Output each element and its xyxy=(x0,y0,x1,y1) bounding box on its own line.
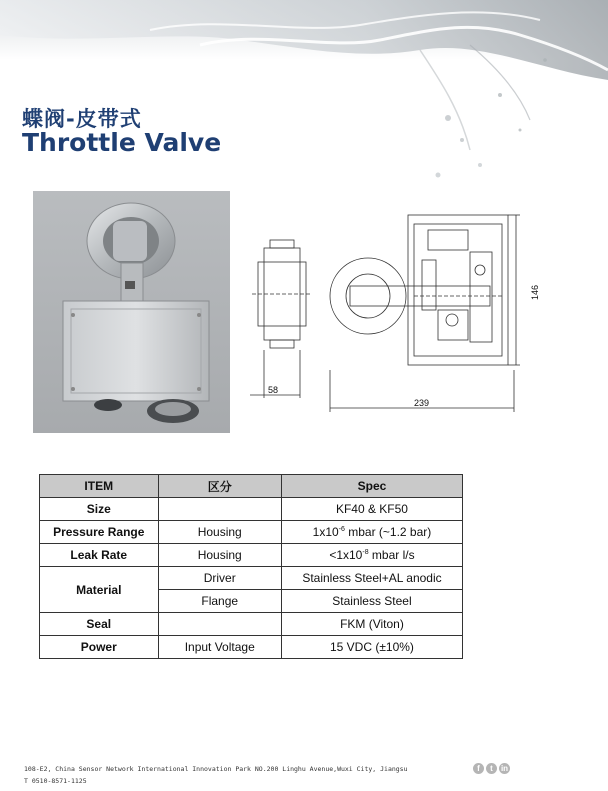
row-label: Leak Rate xyxy=(40,544,159,567)
product-photo xyxy=(33,191,230,433)
header-item: ITEM xyxy=(40,475,159,498)
technical-drawing xyxy=(238,200,540,425)
row-value: Stainless Steel+AL anodic xyxy=(281,567,462,590)
linkedin-icon[interactable]: in xyxy=(500,764,509,773)
value-unit: mbar (~1.2 bar) xyxy=(344,525,432,539)
page-title: Throttle Valve xyxy=(22,128,222,157)
footer-phone: T 0510-8571-1125 xyxy=(24,777,87,785)
value-exponent: -8 xyxy=(362,549,369,556)
table-row xyxy=(40,636,463,659)
row-value: FKM (Viton) xyxy=(281,613,462,636)
twitter-icon[interactable]: t xyxy=(486,763,497,774)
dimension-side: 58 xyxy=(268,385,279,395)
value-base: 1x10 xyxy=(312,525,339,539)
row-value xyxy=(281,544,462,567)
row-category xyxy=(158,498,281,521)
row-value: KF40 & KF50 xyxy=(281,498,462,521)
row-label: Material xyxy=(40,567,159,613)
row-label: Size xyxy=(40,498,159,521)
row-category xyxy=(158,613,281,636)
row-value: Stainless Steel xyxy=(281,590,462,613)
footer-address: 108-E2, China Sensor Network International Innovation Park NO.200 Linghu Avenue,Wuxi City, Jiangsu xyxy=(24,765,408,773)
spec-table xyxy=(39,474,463,659)
dimension-front: 239 xyxy=(414,398,430,408)
table-row xyxy=(40,613,463,636)
table-row xyxy=(40,521,463,544)
row-category: Driver xyxy=(158,567,281,590)
row-value xyxy=(281,521,462,544)
row-category: Flange xyxy=(158,590,281,613)
row-label: Pressure Range xyxy=(40,521,159,544)
page-title-chinese: 蝶阀-皮带式 xyxy=(22,107,142,131)
table-row xyxy=(40,544,463,567)
table-header-row xyxy=(40,475,463,498)
header-spec: Spec xyxy=(281,475,462,498)
value-base: <1x10 xyxy=(329,548,363,562)
row-category: Housing xyxy=(158,521,281,544)
water-splash-banner xyxy=(0,0,608,190)
table-row xyxy=(40,498,463,521)
header-category: 区分 xyxy=(158,475,281,498)
row-category: Housing xyxy=(158,544,281,567)
value-unit: mbar l/s xyxy=(368,548,415,562)
row-category: Input Voltage xyxy=(158,636,281,659)
row-label: Seal xyxy=(40,613,159,636)
row-value: 15 VDC (±10%) xyxy=(281,636,462,659)
value-exponent: -6 xyxy=(338,526,345,533)
dimension-height: 146 xyxy=(530,284,540,300)
facebook-icon[interactable]: f xyxy=(473,763,484,774)
row-label: Power xyxy=(40,636,159,659)
table-row xyxy=(40,567,463,590)
